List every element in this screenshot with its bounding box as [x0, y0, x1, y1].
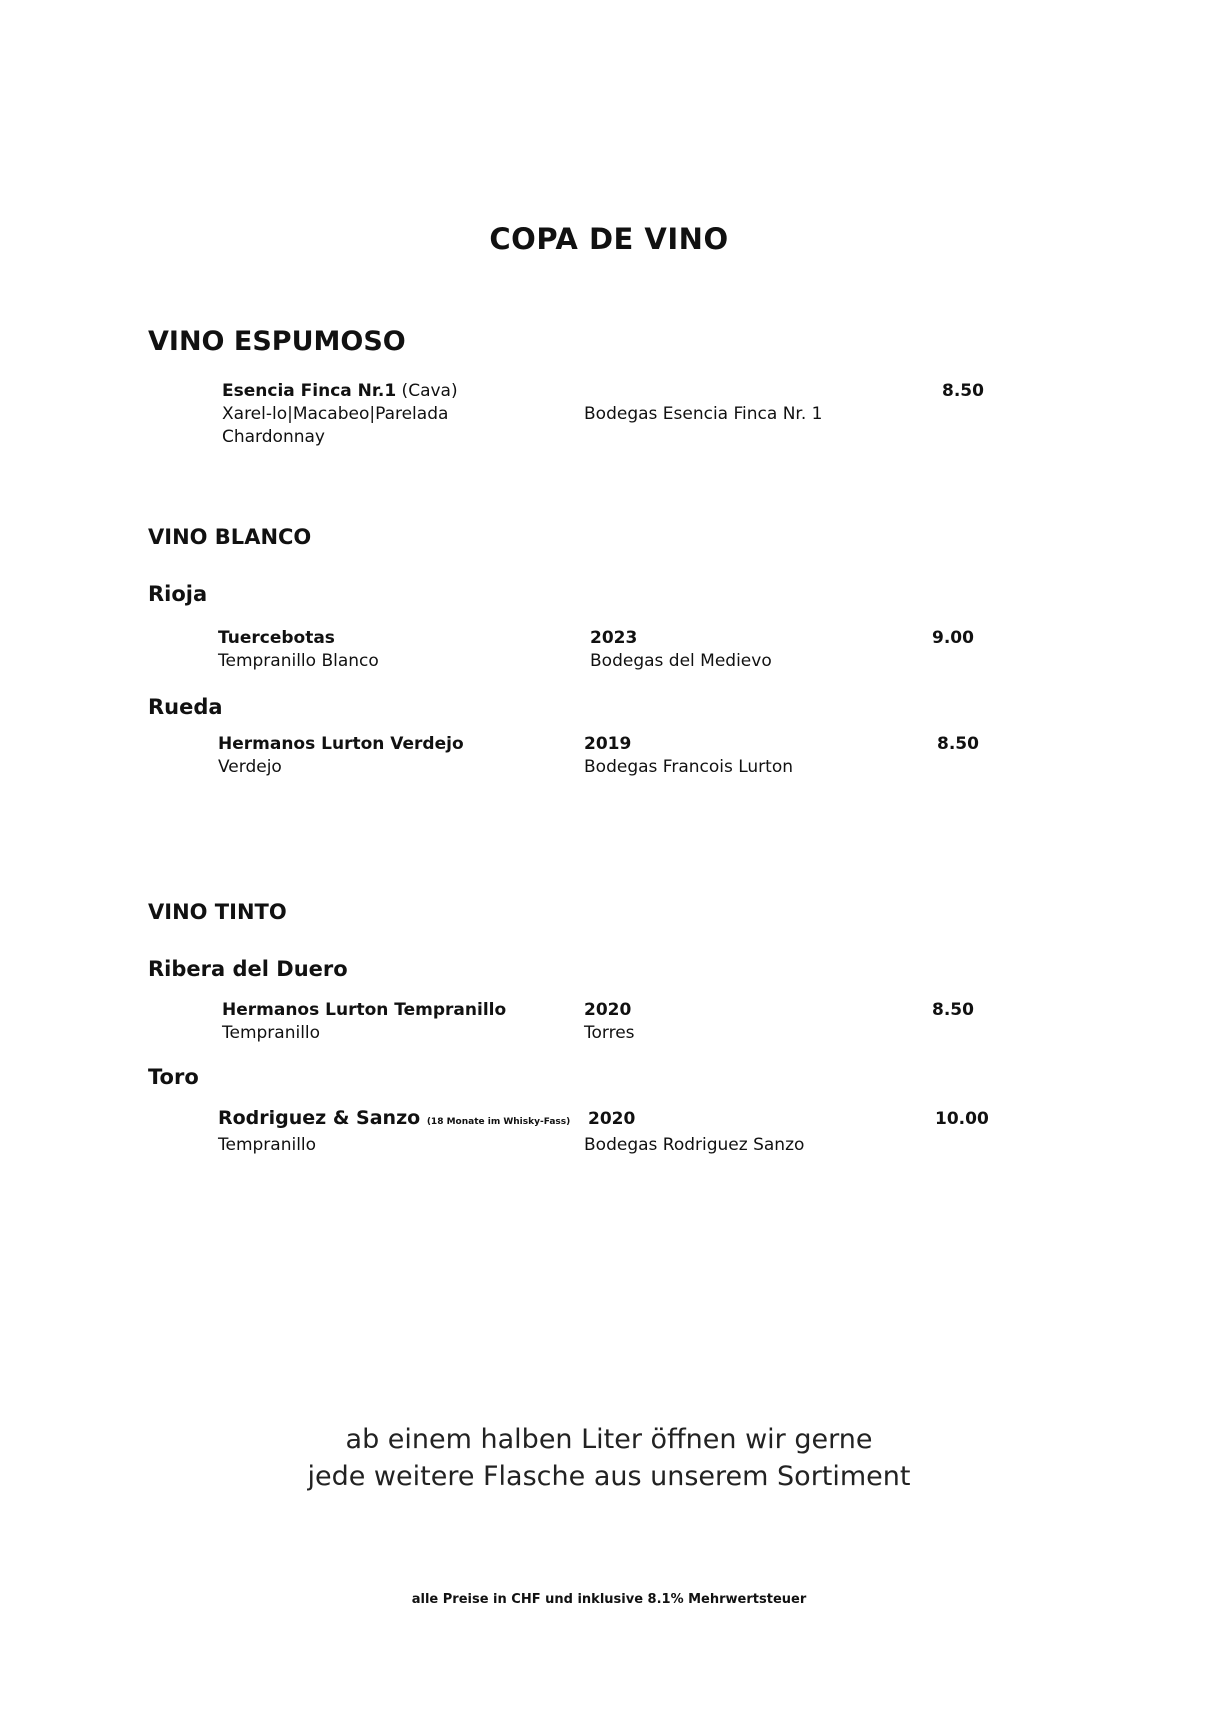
wine-name: Hermanos Lurton Tempranillo	[222, 1000, 507, 1020]
wine-grapes-continued: Chardonnay	[222, 427, 325, 447]
wine-name	[218, 1107, 570, 1129]
wine-name-text: Esencia Finca Nr.1	[222, 381, 397, 401]
wine-grape: Tempranillo	[222, 1023, 321, 1043]
wine-year: 2020	[588, 1109, 636, 1129]
wine-name: Hermanos Lurton Verdejo	[218, 734, 464, 754]
wine-price: 8.50	[942, 381, 984, 401]
wine-price: 9.00	[932, 628, 974, 648]
section-heading-blanco: VINO BLANCO	[148, 525, 312, 549]
region-rioja: Rioja	[148, 582, 208, 606]
section-heading-espumoso: VINO ESPUMOSO	[148, 326, 406, 357]
wine-producer: Bodegas Francois Lurton	[584, 757, 794, 777]
wine-note: (18 Monate im Whisky-Fass)	[426, 1117, 571, 1127]
legal-note: alle Preise in CHF und inklusive 8.1% Mehrwertsteuer	[411, 1592, 807, 1607]
wine-grape: Verdejo	[218, 757, 282, 777]
page-title: COPA DE VINO	[489, 222, 729, 256]
footer-line-2: jede weitere Flasche aus unserem Sortiment	[307, 1461, 911, 1492]
wine-producer: Bodegas del Medievo	[590, 651, 772, 671]
region-ribera-del-duero: Ribera del Duero	[148, 957, 348, 981]
wine-name-text: Rodriguez & Sanzo	[218, 1107, 421, 1129]
wine-producer: Bodegas Esencia Finca Nr. 1	[584, 404, 823, 424]
wine-price: 8.50	[932, 1000, 974, 1020]
wine-note: (Cava)	[396, 381, 458, 401]
wine-year: 2023	[590, 628, 638, 648]
wine-year: 2020	[584, 1000, 632, 1020]
wine-producer: Bodegas Rodriguez Sanzo	[584, 1135, 805, 1155]
wine-producer: Torres	[584, 1023, 635, 1043]
wine-price: 10.00	[935, 1109, 989, 1129]
section-heading-tinto: VINO TINTO	[148, 900, 287, 924]
wine-grape: Tempranillo Blanco	[218, 651, 379, 671]
region-toro: Toro	[148, 1065, 199, 1089]
wine-grape: Tempranillo	[218, 1135, 317, 1155]
wine-name	[222, 381, 458, 401]
wine-year: 2019	[584, 734, 632, 754]
wine-grapes: Xarel-lo|Macabeo|Parelada	[222, 404, 449, 424]
wine-name: Tuercebotas	[218, 628, 335, 648]
wine-price: 8.50	[937, 734, 979, 754]
footer-line-1: ab einem halben Liter öffnen wir gerne	[345, 1424, 873, 1455]
region-rueda: Rueda	[148, 695, 223, 719]
